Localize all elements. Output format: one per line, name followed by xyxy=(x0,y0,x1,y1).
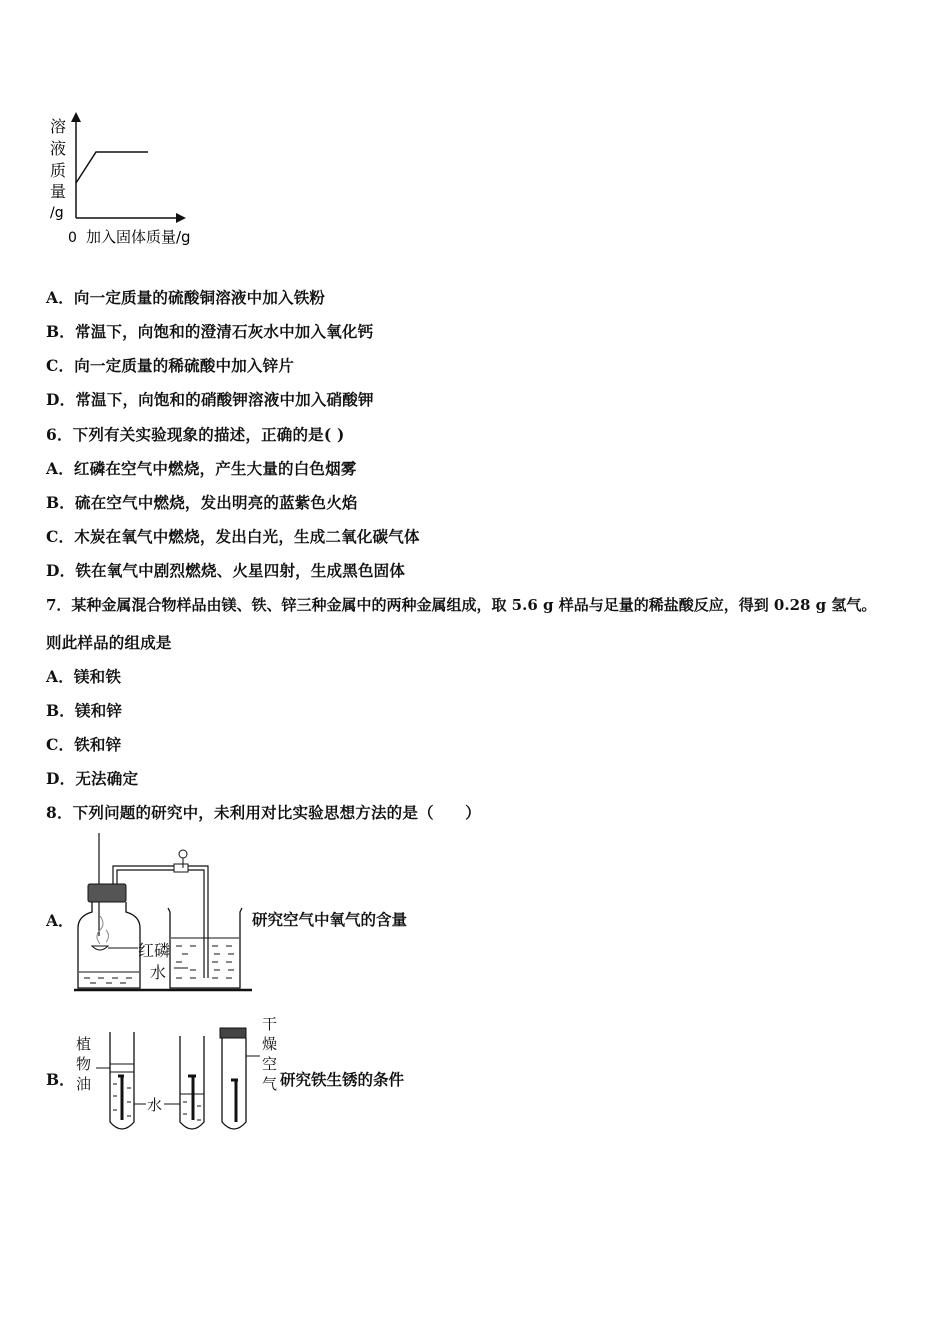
clamp xyxy=(179,850,187,858)
q6-option-a: A．红磷在空气中燃烧，产生大量的白色烟雾 xyxy=(46,459,357,478)
q7-option-a: A．镁和铁 xyxy=(46,667,122,686)
q7-option-d: D．无法确定 xyxy=(46,769,139,788)
tube-into-beaker xyxy=(188,866,208,978)
combustion-spoon xyxy=(92,946,108,950)
q8-option-b-caption: 研究铁生锈的条件 xyxy=(280,1070,405,1089)
test-tube-3 xyxy=(222,1038,246,1129)
label-red-phosphorus: 红磷 xyxy=(138,941,171,960)
oil-char-1: 植 xyxy=(76,1035,92,1053)
graph-origin: 0 xyxy=(68,230,77,246)
tube3-stopper xyxy=(220,1028,246,1038)
label-vegetable-oil xyxy=(76,1034,94,1094)
q6-option-c: C．木炭在氧气中燃烧，发出白光，生成二氧化碳气体 xyxy=(46,527,420,546)
graph-y-label-3: 质 xyxy=(50,161,67,180)
oil-char-2: 物 xyxy=(76,1055,92,1073)
graph-y-label-2: 液 xyxy=(50,139,67,158)
q6-stem: 6．下列有关实验现象的描述，正确的是( ) xyxy=(46,425,345,444)
q8-stem: 8．下列问题的研究中，未利用对比实验思想方法的是（ ） xyxy=(46,803,481,822)
gas-bottle xyxy=(78,902,140,988)
graph-y-label-1: 溶 xyxy=(50,117,67,136)
dry-air-char-1: 干 xyxy=(262,1015,278,1033)
q5-option-a: A．向一定质量的硫酸铜溶液中加入铁粉 xyxy=(46,288,326,307)
graph-svg xyxy=(40,110,220,250)
dry-air-char-3: 空 xyxy=(262,1055,278,1073)
beaker xyxy=(168,908,242,988)
graph-x-arrow xyxy=(176,213,186,223)
graph-x-label: 加入固体质量/g xyxy=(86,228,191,246)
q8-option-a-caption: 研究空气中氧气的含量 xyxy=(252,910,408,929)
q6-option-d: D．铁在氧气中剧烈燃烧、火星四射，生成黑色固体 xyxy=(46,561,406,580)
graph-curve xyxy=(76,152,148,183)
iron-nail-3 xyxy=(231,1080,238,1122)
q5-option-d: D．常温下，向饱和的硝酸钾溶液中加入硝酸钾 xyxy=(46,390,374,409)
q8-option-a-letter: A． xyxy=(46,911,74,930)
graph-y-arrow xyxy=(71,112,81,122)
bottle-water-dashes xyxy=(84,978,132,983)
beaker-water-dashes xyxy=(176,946,234,978)
bottle-stopper xyxy=(88,884,126,902)
iron-nail-1 xyxy=(118,1076,124,1120)
q8-option-b-letter: B． xyxy=(46,1070,75,1089)
q7-stem-line2: 则此样品的组成是 xyxy=(46,633,172,652)
iron-nail-2 xyxy=(188,1076,196,1120)
solution-mass-graph xyxy=(40,110,220,250)
q5-option-c: C．向一定质量的稀硫酸中加入锌片 xyxy=(46,356,295,375)
q7-option-c: C．铁和锌 xyxy=(46,735,122,754)
graph-y-label-4: 量 xyxy=(50,182,67,201)
label-water-a: 水 xyxy=(150,963,167,982)
q5-option-b: B．常温下，向饱和的澄清石灰水中加入氧化钙 xyxy=(46,322,374,341)
label-dry-air xyxy=(262,1014,280,1094)
rubber-tube xyxy=(174,864,188,872)
dry-air-char-4: 气 xyxy=(262,1075,278,1093)
connecting-tube xyxy=(113,866,174,884)
oil-char-3: 油 xyxy=(76,1075,92,1093)
q7-option-b: B．镁和锌 xyxy=(46,701,123,720)
dry-air-char-2: 燥 xyxy=(262,1035,278,1053)
apparatus-b-svg xyxy=(96,1022,286,1140)
q6-option-b: B．硫在空气中燃烧，发出明亮的蓝紫色火焰 xyxy=(46,493,358,512)
q8-apparatus-b xyxy=(96,1022,286,1140)
q7-stem-line1: 7．某种金属混合物样品由镁、铁、锌三种金属中的两种金属组成，取 5.6 g 样品与足量的稀盐酸反应，得到 0.28 g 氢气。 xyxy=(46,596,877,614)
label-water-b: 水 xyxy=(147,1096,163,1114)
graph-y-label-5: /g xyxy=(50,205,64,221)
